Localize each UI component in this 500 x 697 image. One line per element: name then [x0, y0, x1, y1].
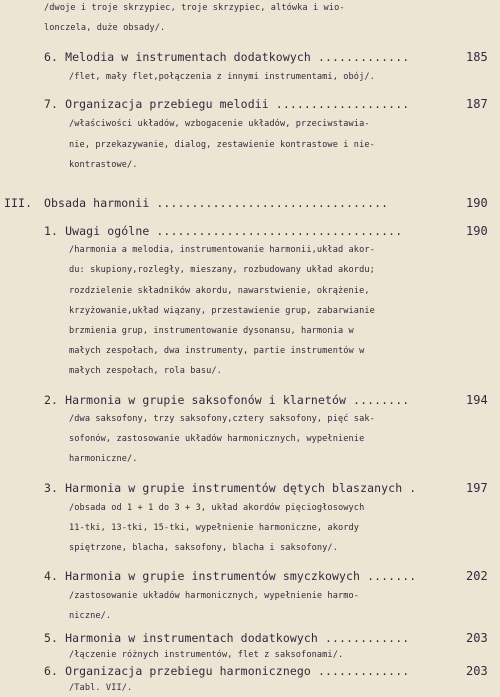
section-heading — [4, 196, 388, 210]
entry-description-line: rozdzielenie składników akordu, nawarstwienie, okrążenie, — [69, 286, 370, 296]
entry-title-text: Melodia w instrumentach dodatkowych ............. — [65, 50, 410, 64]
entry-description-line: /łączenie różnych instrumentów, flet z saksofonami/. — [69, 650, 344, 660]
entry-page-number: 202 — [466, 569, 488, 583]
entry-title-text: Organizacja przebiegu melodii ................... — [65, 97, 410, 111]
entry-description-line: sofonów, zastosowanie układów harmonicznych, wypełnienie — [69, 434, 365, 444]
entry-title-text: Harmonia w grupie instrumentów smyczkowych ....... — [65, 569, 417, 583]
toc-entry-title — [44, 97, 409, 111]
entry-title-text: Harmonia w grupie instrumentów dętych blaszanych . — [65, 481, 417, 495]
section-number: III. — [4, 196, 33, 210]
toc-entry-title — [44, 50, 409, 64]
entry-number: 6. — [44, 664, 59, 678]
entry-number: 7. — [44, 97, 59, 111]
entry-description-line: /flet, mały flet,połączenia z innymi instrumentami, obój/. — [69, 72, 375, 82]
entry-page-number: 203 — [466, 664, 488, 678]
toc-entry-title — [44, 393, 409, 407]
entry-description-line: /dwoje i troje skrzypiec, troje skrzypiec, altówka i wio- — [44, 3, 345, 13]
entry-description-line: krzyżowanie,układ wiązany, przestawienie grup, zabarwianie — [69, 306, 375, 316]
entry-description-line: spiętrzone, blacha, saksofony, blacha i saksofony/. — [69, 543, 338, 553]
entry-page-number: 187 — [466, 97, 488, 111]
entry-description-line: kontrastowe/. — [69, 160, 138, 170]
entry-number: 5. — [44, 631, 59, 645]
entry-number: 4. — [44, 569, 59, 583]
entry-number: 6. — [44, 50, 59, 64]
entry-number: 3. — [44, 481, 59, 495]
entry-description-line: /dwa saksofony, trzy saksofony,cztery saksofony, pięć sak- — [69, 414, 375, 424]
entry-description-line: małych zespołach, rola basu/. — [69, 366, 222, 376]
entry-description-line: /właściwości układów, wzbogacenie układów, przeciwstawia- — [69, 119, 370, 129]
entry-page-number: 185 — [466, 50, 488, 64]
entry-page-number: 190 — [466, 224, 488, 238]
entry-number: 1. — [44, 224, 59, 238]
entry-description-line: /zastosowanie układów harmonicznych, wypełnienie harmo- — [69, 591, 360, 601]
entry-description-line: /obsada od 1 + 1 do 3 + 3, układ akordów pięciogłosowych — [69, 503, 365, 513]
toc-entry-title — [44, 664, 409, 678]
toc-entry-title — [44, 481, 416, 495]
toc-entry-title — [44, 631, 409, 645]
entry-number: 2. — [44, 393, 59, 407]
entry-description-line: małych zespołach, dwa instrumenty, partie instrumentów w — [69, 346, 365, 356]
entry-page-number: 194 — [466, 393, 488, 407]
entry-description-line: lonczela, duże obsady/. — [44, 23, 166, 33]
section-page-number: 190 — [466, 196, 488, 210]
entry-title-text: Organizacja przebiegu harmonicznego ............. — [65, 664, 410, 678]
toc-entry-title — [44, 224, 402, 238]
entry-description-line: harmoniczne/. — [69, 454, 138, 464]
entry-title-text: Harmonia w grupie saksofonów i klarnetów ........ — [65, 393, 410, 407]
entry-page-number: 203 — [466, 631, 488, 645]
toc-entry-title — [44, 569, 416, 583]
entry-description-line: niczne/. — [69, 611, 112, 621]
entry-description-line: 11-tki, 13-tki, 15-tki, wypełnienie harmoniczne, akordy — [69, 523, 360, 533]
entry-description-line: /Tabl. VII/. — [69, 683, 133, 693]
entry-description-line: brzmienia grup, instrumentowanie dysonansu, harmonia w — [69, 326, 354, 336]
entry-page-number: 197 — [466, 481, 488, 495]
entry-title-text: Harmonia w instrumentach dodatkowych ............ — [65, 631, 410, 645]
entry-description-line: /harmonia a melodia, instrumentowanie harmonii,układ akor- — [69, 245, 375, 255]
section-title: Obsada harmonii ................................. — [44, 196, 389, 210]
entry-description-line: du: skupiony,rozległy, mieszany, rozbudowany układ akordu; — [69, 265, 375, 275]
entry-title-text: Uwagi ogólne ................................... — [65, 224, 403, 238]
entry-description-line: nie, przekazywanie, dialog, zestawienie kontrastowe i nie- — [69, 140, 375, 150]
